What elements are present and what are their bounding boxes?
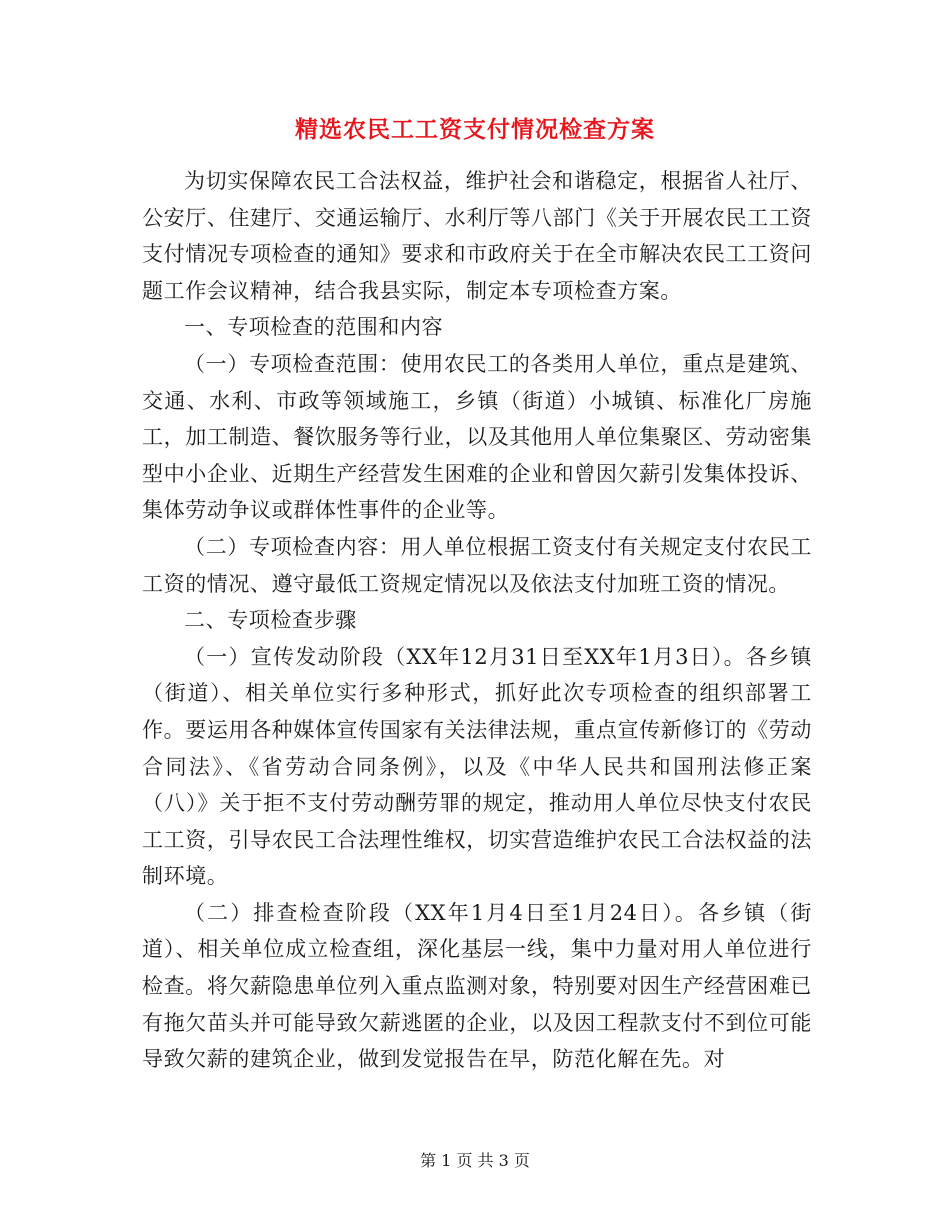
section-heading-1: 一、专项检查的范围和内容 [184, 315, 444, 340]
paragraph-scope: （一）专项检查范围：使用农民工的各类用人单位，重点是建筑、交通、水利、市政等领域施工，乡镇（街道）小城镇、标准化厂房施工，加工制造、餐饮服务等行业，以及其他用人单位集聚区、劳动密集型中小企业、近期生产经营发生困难的企业和曾因欠薪引发集体投诉、集体劳动争议或群体性事件的企业等。 [142, 351, 812, 523]
page-footer: 第 1 页 共 3 页 [420, 1151, 530, 1170]
document-title: 精选农民工工资支付情况检查方案 [295, 116, 655, 143]
document-body [142, 163, 812, 1078]
paragraph-stage-2: （二）排查检查阶段（XX年1月4日至1月24日）。各乡镇（街道）、相关单位成立检查组，深化基层一线，集中力量对用人单位进行检查。将欠薪隐患单位列入重点监测对象，特别要对因生产经营困难已有拖欠苗头并可能导致欠薪逃匿的企业，以及因工程款支付不到位可能导致欠薪的建筑企业，做到发觉报告在早，防范化解在先。对 [142, 900, 812, 1072]
paragraph-content: （二）专项检查内容：用人单位根据工资支付有关规定支付农民工工资的情况、遵守最低工资规定情况以及依法支付加班工资的情况。 [142, 534, 812, 596]
paragraph-stage-1: （一）宣传发动阶段（XX年12月31日至XX年1月3日）。各乡镇（街道）、相关单位实行多种形式，抓好此次专项检查的组织部署工作。要运用各种媒体宣传国家有关法律法规，重点宣传新修订的《劳动合同法》、《省劳动合同条例》，以及《中华人民共和国刑法修正案（八）》关于拒不支付劳动酬劳罪的规定，推动用人单位尽快支付农民工工资，引导农民工合法理性维权，切实营造维护农民工合法权益的法制环境。 [142, 644, 812, 889]
section-heading-2: 二、专项检查步骤 [184, 608, 357, 633]
paragraph-intro: 为切实保障农民工合法权益，维护社会和谐稳定，根据省人社厅、公安厅、住建厅、交通运输厅、水利厅等八部门《关于开展农民工工资支付情况专项检查的通知》要求和市政府关于在全市解决农民工工资问题工作会议精神，结合我县实际，制定本专项检查方案。 [142, 169, 812, 303]
